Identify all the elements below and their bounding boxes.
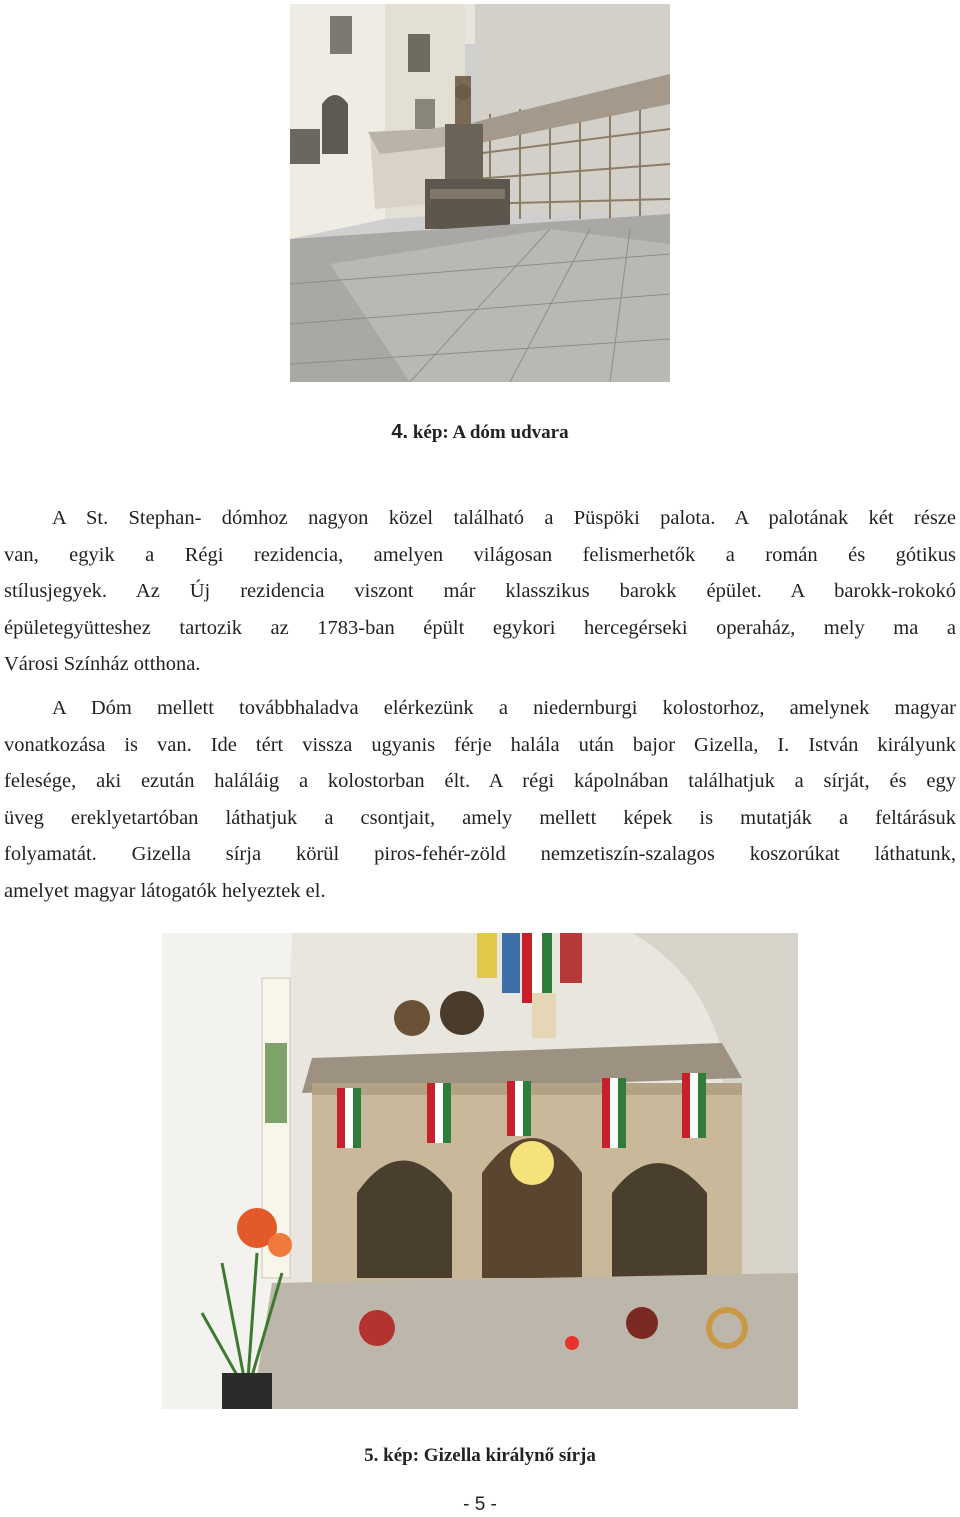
paragraph-line: van, egyik a Régi rezidencia, amelyen világosan felismerhetők a román és gótikus: [4, 543, 956, 566]
paragraph-line: amelyet magyar látogatók helyeztek el.: [4, 879, 326, 902]
paragraph-line: stílusjegyek. Az Új rezidencia viszont már klasszikus barokk épület. A barokk-rokokó: [4, 580, 956, 602]
paragraph-palace: [4, 500, 956, 683]
paragraph-line: A Dóm mellett továbbhaladva elérkezünk a niedernburgi kolostorhoz, amelynek magyar: [52, 697, 956, 719]
caption-number: 4.: [391, 421, 409, 443]
paragraph-line: Városi Színház otthona.: [4, 653, 201, 675]
page-number: - 5 -: [463, 1494, 497, 1515]
figure-caption-4: [0, 421, 960, 444]
paragraph-line: vonatkozása is van. Ide tért vissza ugyanis férje halála után bajor Gizella, I. István királyunk: [4, 733, 956, 756]
tomb-photo: [162, 933, 798, 1409]
paragraph-line: üveg ereklyetartóban láthatjuk a csontjait, amely mellett képek is mutatják a feltárásuk: [4, 806, 956, 829]
courtyard-photo: [290, 4, 670, 382]
paragraph-line: A St. Stephan- dómhoz nagyon közel található a Püspöki palota. A palotának két része: [52, 507, 956, 529]
paragraph-line: folyamatát. Gizella sírja körül piros-fehér-zöld nemzetiszín-szalagos koszorúkat láthatunk,: [4, 843, 956, 865]
figure-caption-5: 5. kép: Gizella királynő sírja: [364, 1445, 596, 1466]
paragraph-line: felesége, aki ezután haláláig a kolostorban élt. A régi kápolnában találhatjuk a sírját, és egy: [4, 770, 956, 792]
caption-text: kép: A dóm udvara: [408, 422, 569, 443]
paragraph-convent: [4, 690, 956, 909]
paragraph-line: épületegyütteshez tartozik az 1783-ban épült egykori hercegérseki operaház, mely ma a: [4, 616, 956, 639]
